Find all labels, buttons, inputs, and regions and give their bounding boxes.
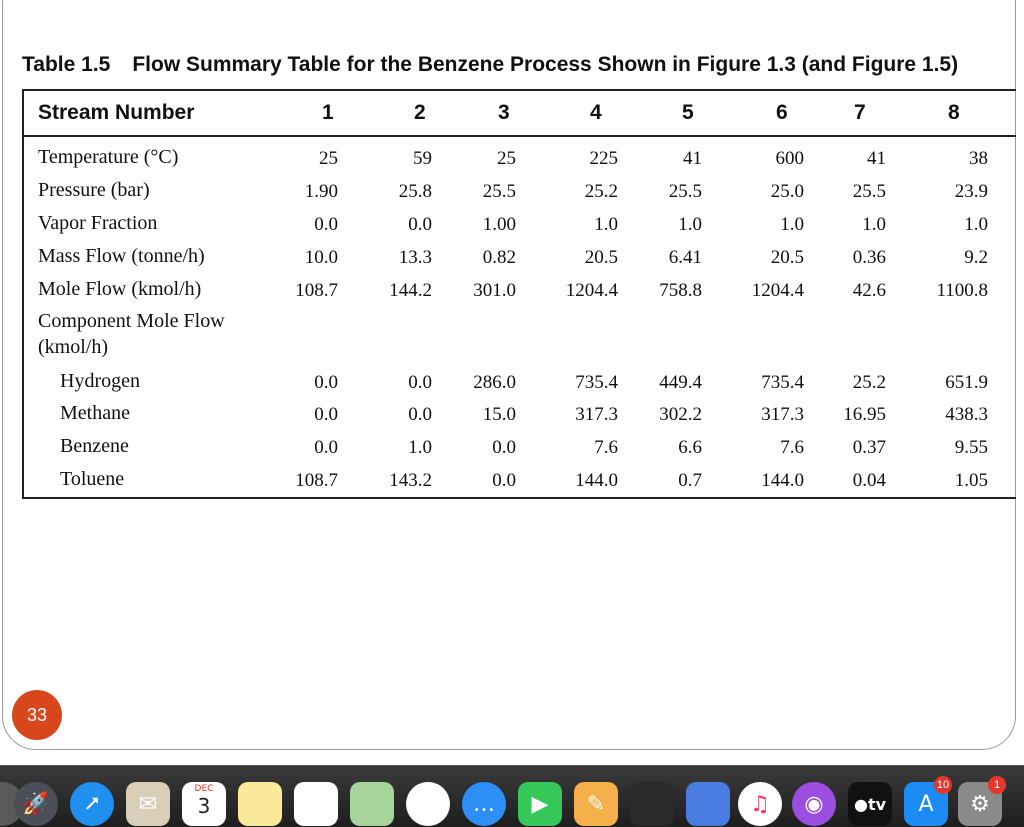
- table-cell: 25.0: [770, 181, 804, 202]
- appstore-icon[interactable]: A: [904, 782, 948, 826]
- table-cell: 108.7: [295, 280, 338, 301]
- table-cell: 25.2: [584, 181, 618, 202]
- table-cell: 38: [969, 148, 988, 169]
- component-header-line2: (kmol/h): [38, 336, 108, 358]
- table-cell: 1.00: [482, 214, 516, 235]
- table-cell: 0.36: [852, 247, 886, 268]
- row-label-mass-flow: Mass Flow (tonne/h): [38, 245, 205, 267]
- maps-icon[interactable]: [350, 782, 394, 826]
- table-cell: 1.0: [862, 214, 886, 235]
- table-cell: 0.0: [492, 470, 516, 491]
- table-cell: 1.0: [594, 214, 618, 235]
- component-header-line1: Component Mole Flow: [38, 310, 225, 332]
- table-cell: 735.4: [575, 372, 618, 393]
- table-cell: 1204.4: [565, 280, 618, 301]
- header-divider: [24, 135, 1016, 137]
- table-cell: 143.2: [389, 470, 432, 491]
- table-cell: 0.0: [408, 404, 432, 425]
- table-cell: 0.0: [314, 214, 338, 235]
- calendar-month: DEC: [194, 784, 214, 794]
- keynote-icon[interactable]: [686, 782, 730, 826]
- table-cell: 1.0: [964, 214, 988, 235]
- table-cell: 144.0: [575, 470, 618, 491]
- table-cell: 0.82: [482, 247, 516, 268]
- table-cell: 225: [589, 148, 618, 169]
- table-cell: 317.3: [761, 404, 804, 425]
- header-stream-8: 8: [948, 101, 960, 124]
- table-cell: 10.0: [304, 247, 338, 268]
- dock: [0, 765, 1024, 827]
- table-cell: 1.0: [780, 214, 804, 235]
- table-cell: 1204.4: [751, 280, 804, 301]
- header-stream-7: 7: [854, 101, 866, 124]
- row-label-hydrogen: Hydrogen: [60, 370, 140, 392]
- system-preferences-icon[interactable]: ⚙: [958, 782, 1002, 826]
- header-stream-6: 6: [776, 101, 788, 124]
- table-cell: 1.0: [408, 437, 432, 458]
- table-cell: 1.0: [678, 214, 702, 235]
- table-cell: 0.7: [678, 470, 702, 491]
- row-label-benzene: Benzene: [60, 435, 129, 457]
- table-cell: 7.6: [780, 437, 804, 458]
- pages-icon[interactable]: ✎: [574, 782, 618, 826]
- safari-icon[interactable]: ⭧: [70, 782, 114, 826]
- table-cell: 25.8: [398, 181, 432, 202]
- row-label-toluene: Toluene: [60, 468, 125, 490]
- table-cell: 1.90: [304, 181, 338, 202]
- mail-icon[interactable]: ✉: [126, 782, 170, 826]
- table-cell: 302.2: [659, 404, 702, 425]
- table-cell: 317.3: [575, 404, 618, 425]
- appletv-label: tv: [867, 794, 887, 814]
- reminders-icon[interactable]: [294, 782, 338, 826]
- table-cell: 0.0: [408, 372, 432, 393]
- row-label-mole-flow: Mole Flow (kmol/h): [38, 278, 202, 300]
- notes-icon[interactable]: [238, 782, 282, 826]
- table-cell: 25.2: [852, 372, 886, 393]
- numbers-icon[interactable]: [630, 782, 674, 826]
- row-label-temperature: Temperature (°C): [38, 146, 179, 168]
- table-cell: 735.4: [761, 372, 804, 393]
- table-cell: 23.9: [954, 181, 988, 202]
- calendar-day: 3: [197, 794, 211, 818]
- table-cell: 9.2: [964, 247, 988, 268]
- table-number: Table 1.5: [22, 53, 111, 76]
- table-cell: 6.41: [668, 247, 702, 268]
- header-stream-number: Stream Number: [38, 101, 195, 124]
- table-cell: 25.5: [668, 181, 702, 202]
- table-cell: 9.55: [954, 437, 988, 458]
- table-cell: 15.0: [482, 404, 516, 425]
- table-cell: 0.0: [314, 372, 338, 393]
- table-cell: 144.0: [761, 470, 804, 491]
- appstore-badge: 10: [934, 776, 952, 794]
- podcasts-icon[interactable]: ◉: [792, 782, 836, 826]
- header-stream-4: 4: [590, 101, 602, 124]
- table-cell: 16.95: [843, 404, 886, 425]
- table-cell: 301.0: [473, 280, 516, 301]
- table-cell: 0.0: [314, 437, 338, 458]
- flow-summary-table: [22, 89, 1016, 499]
- row-label-vapor-fraction: Vapor Fraction: [38, 212, 158, 234]
- table-cell: 0.0: [408, 214, 432, 235]
- header-stream-3: 3: [498, 101, 510, 124]
- slide-number-badge: 33: [12, 690, 62, 740]
- table-cell: 6.6: [678, 437, 702, 458]
- music-icon[interactable]: ♫: [738, 782, 782, 826]
- table-cell: 41: [867, 148, 886, 169]
- calendar-icon[interactable]: [182, 782, 226, 826]
- header-stream-5: 5: [682, 101, 694, 124]
- table-cell: 25: [319, 148, 338, 169]
- table-cell: 0.0: [492, 437, 516, 458]
- table-cell: 108.7: [295, 470, 338, 491]
- row-label-methane: Methane: [60, 402, 130, 424]
- table-cell: 0.0: [314, 404, 338, 425]
- table-cell: 1100.8: [936, 280, 988, 301]
- row-label-pressure: Pressure (bar): [38, 179, 150, 201]
- table-cell: 25: [497, 148, 516, 169]
- table-cell: 25.5: [852, 181, 886, 202]
- photos-icon[interactable]: ✿: [406, 782, 450, 826]
- table-title: Flow Summary Table for the Benzene Process Shown in Figure 1.3 (and Figure 1.5): [132, 53, 959, 76]
- facetime-icon[interactable]: ▶: [518, 782, 562, 826]
- table-cell: 758.8: [659, 280, 702, 301]
- table-cell: 1.05: [954, 470, 988, 491]
- table-cell: 25.5: [482, 181, 516, 202]
- table-cell: 7.6: [594, 437, 618, 458]
- settings-badge: 1: [988, 776, 1006, 794]
- table-cell: 286.0: [473, 372, 516, 393]
- header-stream-2: 2: [414, 101, 426, 124]
- table-cell: 20.5: [584, 247, 618, 268]
- appletv-icon[interactable]: ● tv: [848, 782, 892, 826]
- table-cell: 59: [413, 148, 432, 169]
- table-cell: 144.2: [389, 280, 432, 301]
- table-cell: 449.4: [659, 372, 702, 393]
- table-cell: 438.3: [945, 404, 988, 425]
- launchpad-icon[interactable]: 🚀: [14, 782, 58, 826]
- table-cell: 20.5: [770, 247, 804, 268]
- table-cell: 651.9: [945, 372, 988, 393]
- table-cell: 0.37: [852, 437, 886, 458]
- table-cell: 13.3: [398, 247, 432, 268]
- table-cell: 42.6: [852, 280, 886, 301]
- table-cell: 0.04: [852, 470, 886, 491]
- table-cell: 600: [775, 148, 804, 169]
- header-stream-1: 1: [322, 101, 334, 124]
- messages-icon[interactable]: …: [462, 782, 506, 826]
- table-cell: 41: [683, 148, 702, 169]
- table-caption: [22, 53, 958, 77]
